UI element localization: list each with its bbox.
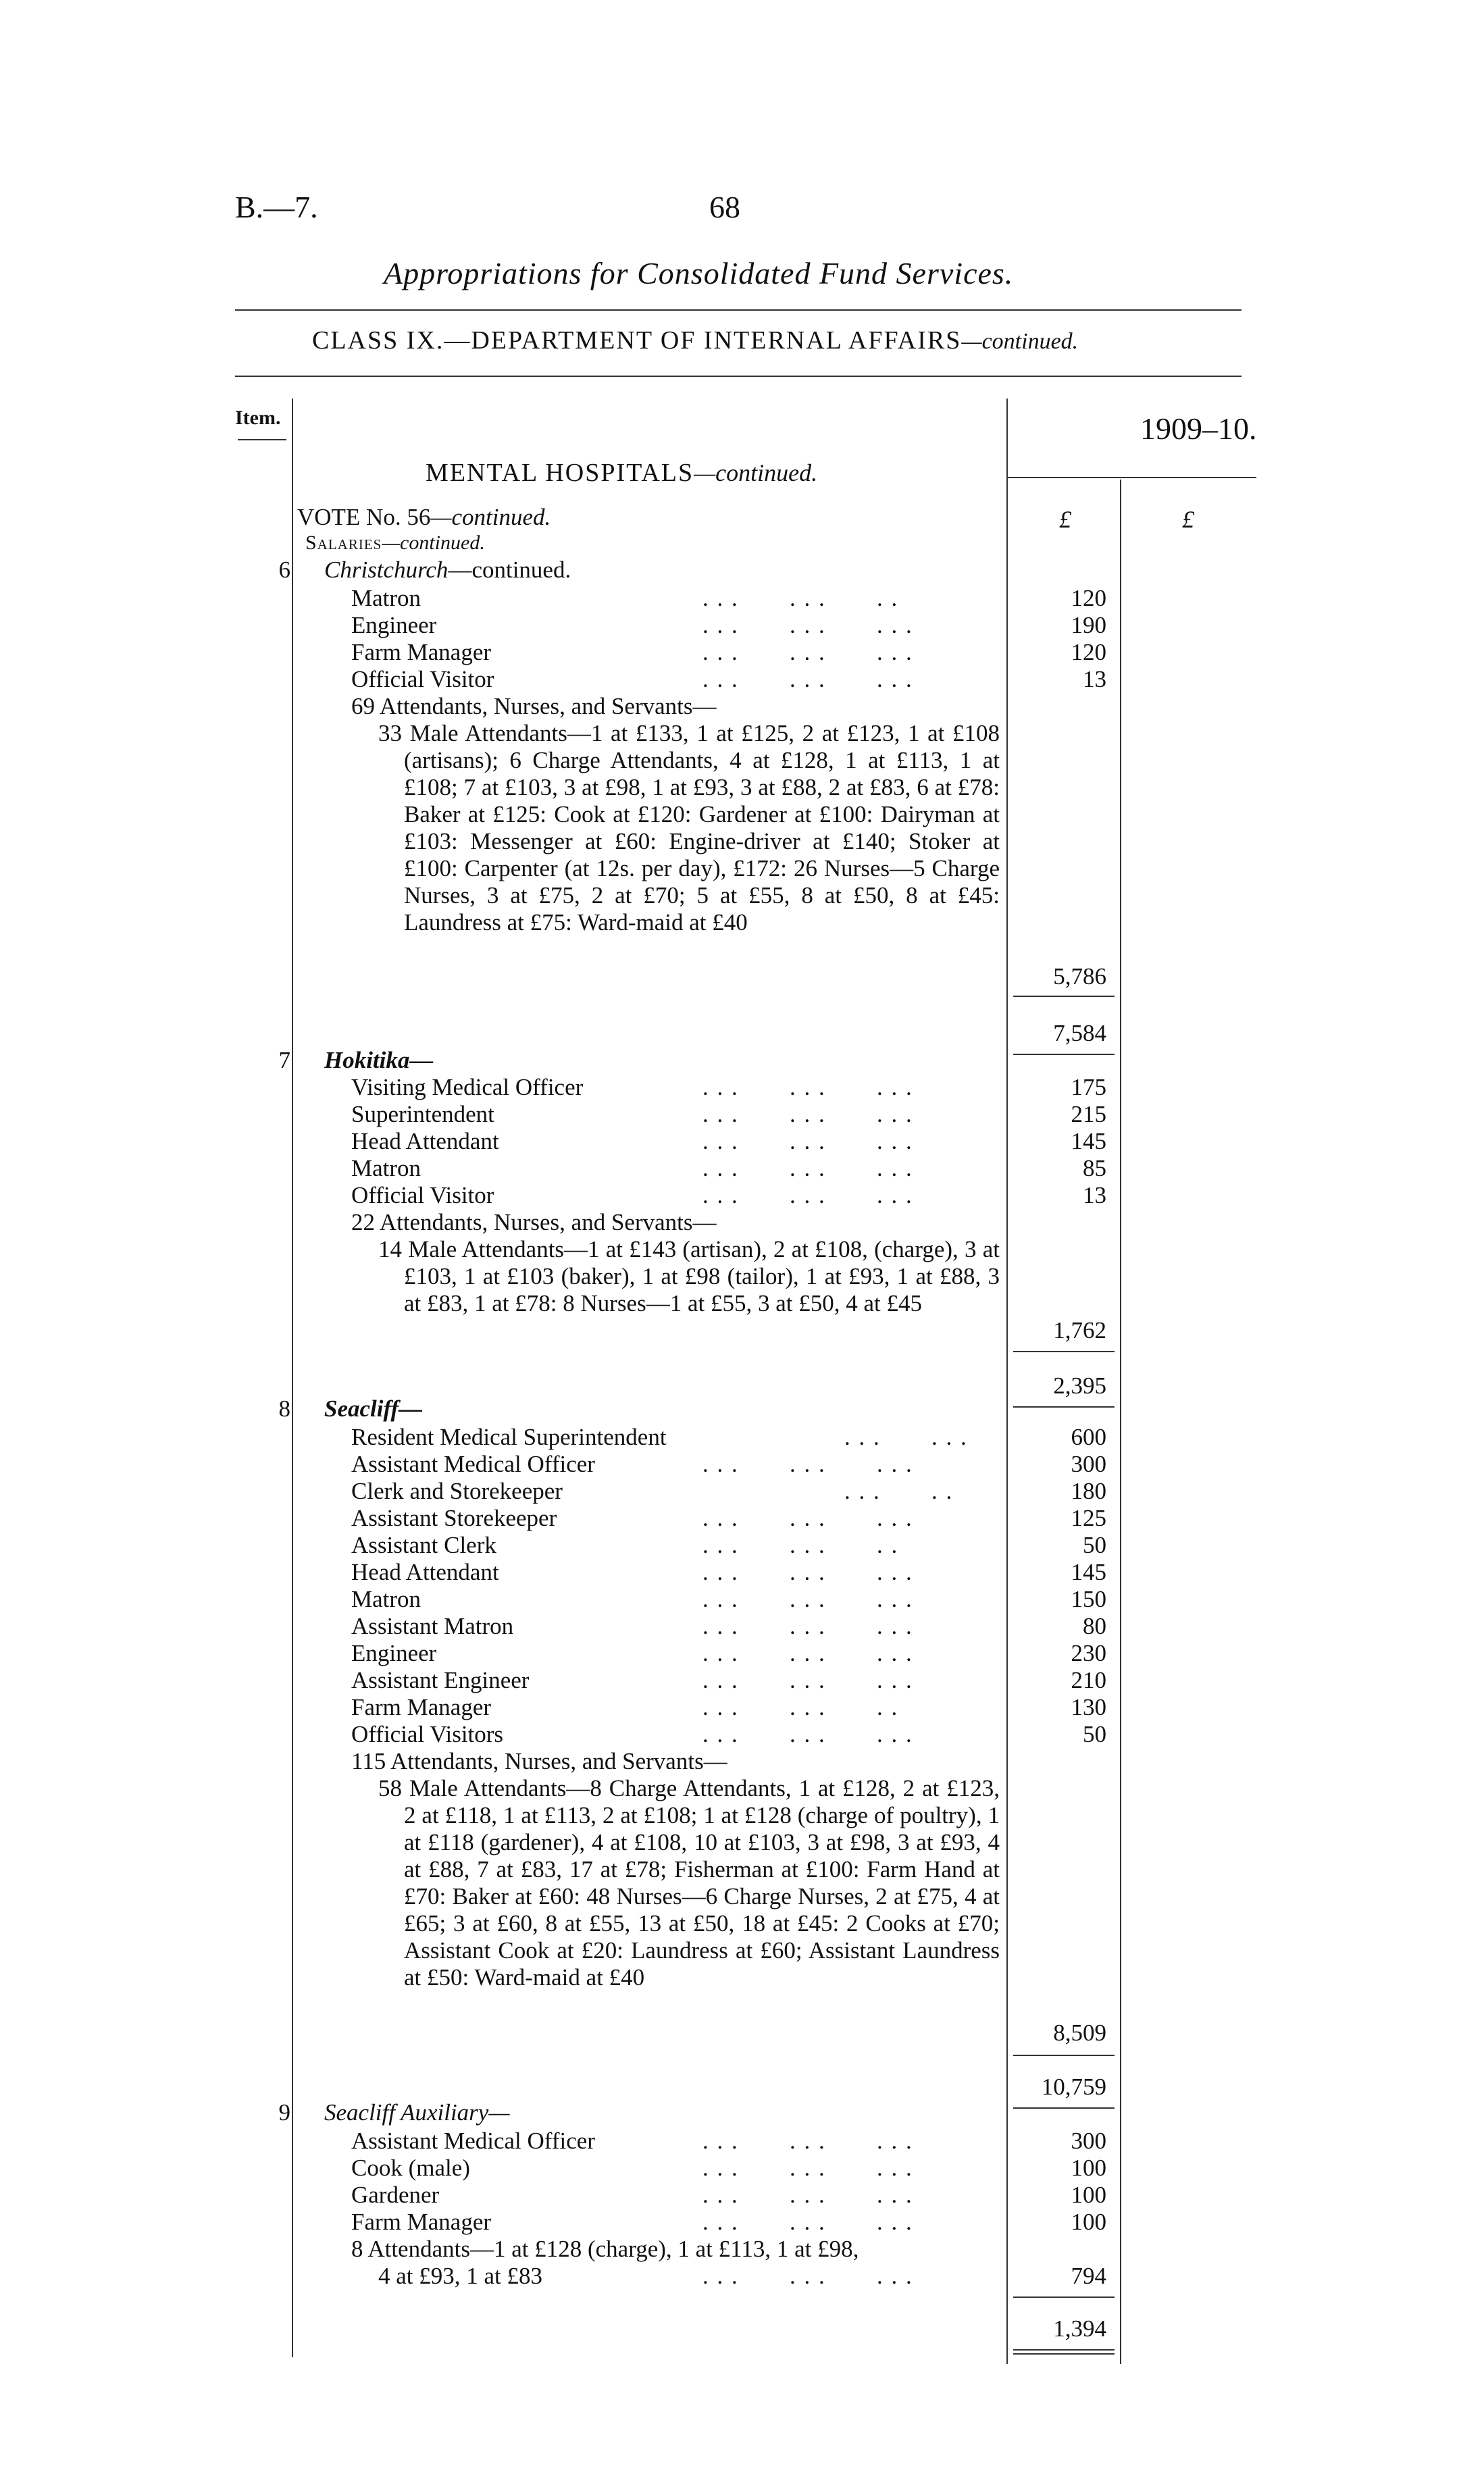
item-number: 6 xyxy=(278,557,290,583)
line-amount: 215 xyxy=(1071,1101,1106,1127)
item-header-rule xyxy=(238,439,286,440)
subtotal-rule xyxy=(1013,1351,1115,1352)
year-column-header: 1909–10. xyxy=(1140,411,1257,446)
total-rule xyxy=(1013,1054,1115,1055)
item-total: 1,394 xyxy=(1053,2315,1106,2342)
leader-dots: . . . . . . . . . xyxy=(702,1182,913,1208)
subtotal-rule xyxy=(1013,2296,1115,2298)
leader-dots: . . . . . . . . . xyxy=(702,2209,913,2235)
page-number: 68 xyxy=(709,190,740,224)
currency-symbol-amount: £ xyxy=(1059,506,1071,533)
leader-dots: . . . . . . . . xyxy=(702,1694,899,1720)
leader-dots: . . . . . . . . . xyxy=(702,639,913,665)
line-amount: 100 xyxy=(1071,2182,1106,2208)
total-rule xyxy=(1013,2349,1115,2351)
line-label: Cook (male) xyxy=(351,2155,470,2181)
line-amount: 120 xyxy=(1071,585,1106,611)
line-amount: 120 xyxy=(1071,639,1106,665)
line-label: Farm Manager xyxy=(351,2209,492,2235)
line-label: Assistant Medical Officer xyxy=(351,2128,595,2154)
group-amount: 5,786 xyxy=(1053,963,1106,990)
group-detail: 33 Male Attendants—1 at £133, 1 at £125, 2 at £123, 1 at £108 (artisans); 6 Charge Attendants, 4 at £128, 1 at £113, 1 at £108; 7 at £103, 3 at £98, 1 at £93, 3 at £88, 2 at £83, 6 at £78: Baker at £125: Cook at £120: Gardener at £100: Dairyman at £103: Messenger at £60: Engine-driver at £140; Stoker at £100: Carpenter (at 12s. per day), £172: 26 Nurses—5 Charge Nurses, 3 at £75, 2 at £70; 5 at £55, 8 at £50, 8 at £45: Laundress at £75: Ward-maid at £40 xyxy=(378,720,1000,935)
item-column-divider xyxy=(292,399,293,2357)
total-rule xyxy=(1013,2107,1115,2109)
leader-dots: . . . . . . . . . xyxy=(702,1505,913,1531)
line-amount: 180 xyxy=(1071,1478,1106,1504)
leader-dots: . . . . . . . . . xyxy=(702,1721,913,1747)
line-label: Assistant Medical Officer xyxy=(351,1451,595,1477)
line-amount: 85 xyxy=(1083,1155,1106,1181)
leader-dots: . . . . . . . . . xyxy=(702,1559,913,1585)
line-label: Clerk and Storekeeper xyxy=(351,1478,563,1504)
item-heading: Christchurch—continued. xyxy=(324,557,571,583)
leader-dots: . . . . . . . . . xyxy=(702,1640,913,1666)
line-amount: 145 xyxy=(1071,1128,1106,1154)
group-amount: 794 xyxy=(1071,2263,1106,2289)
line-amount: 210 xyxy=(1071,1667,1106,1693)
leader-dots: . . . . . . . . . xyxy=(702,1155,913,1181)
line-amount: 125 xyxy=(1071,1505,1106,1531)
line-amount: 13 xyxy=(1083,1182,1106,1208)
line-label: Official Visitor xyxy=(351,1182,494,1208)
line-amount: 50 xyxy=(1083,1532,1106,1558)
salaries-heading: Salaries—continued. xyxy=(305,532,485,554)
group-detail: 4 at £93, 1 at £83 xyxy=(378,2263,543,2289)
line-amount: 145 xyxy=(1071,1559,1106,1585)
item-total: 7,584 xyxy=(1053,1020,1106,1046)
line-label: Matron xyxy=(351,1155,421,1181)
group-detail: 14 Male Attendants—1 at £143 (artisan), 2 at £108, (charge), 3 at £103, 1 at £103 (baker), 1 at £98 (tailor), 1 at £93, 1 at £88, 3 at £83, 1 at £78: 8 Nurses—1 at £55, 3 at £50, 4 at £45 xyxy=(378,1236,1000,1316)
line-amount: 190 xyxy=(1071,612,1106,638)
page-title: Appropriations for Consolidated Fund Services. xyxy=(384,256,1014,290)
item-heading: Seacliff— xyxy=(324,1395,423,1422)
line-amount: 600 xyxy=(1071,1424,1106,1450)
leader-dots: . . . . . . . . . xyxy=(702,2155,913,2181)
line-label: Farm Manager xyxy=(351,639,492,665)
leader-dots: . . . . . . . . . xyxy=(702,1667,913,1693)
total-rule xyxy=(1013,1406,1115,1408)
line-label: Farm Manager xyxy=(351,1694,492,1720)
line-label: Assistant Clerk xyxy=(351,1532,496,1558)
leader-dots: . . . . . xyxy=(844,1478,954,1504)
line-amount: 100 xyxy=(1071,2209,1106,2235)
line-amount: 175 xyxy=(1071,1074,1106,1100)
line-label: Head Attendant xyxy=(351,1559,499,1585)
class-rule xyxy=(235,376,1242,377)
leader-dots: . . . . . . . . . xyxy=(702,2128,913,2154)
line-label: Head Attendant xyxy=(351,1128,499,1154)
line-label: Assistant Engineer xyxy=(351,1667,530,1693)
leader-dots: . . . . . . . . . xyxy=(702,2263,913,2289)
total-column-divider xyxy=(1120,480,1121,2364)
leader-dots: . . . . . . . . . xyxy=(702,612,913,638)
item-heading: Hokitika— xyxy=(324,1047,434,1073)
item-total: 2,395 xyxy=(1053,1372,1106,1399)
leader-dots: . . . . . . . . . xyxy=(702,1128,913,1154)
class-heading: CLASS IX.—DEPARTMENT OF INTERNAL AFFAIRS—continued. xyxy=(312,326,1079,355)
item-number: 9 xyxy=(278,2099,290,2126)
line-amount: 80 xyxy=(1083,1613,1106,1639)
line-amount: 130 xyxy=(1071,1694,1106,1720)
subtotal-rule xyxy=(1013,2055,1115,2056)
leader-dots: . . . . . . . . . xyxy=(702,1074,913,1100)
group-amount: 1,762 xyxy=(1053,1317,1106,1343)
line-label: Superintendent xyxy=(351,1101,494,1127)
item-number: 8 xyxy=(278,1395,290,1422)
group-label: 69 Attendants, Nurses, and Servants— xyxy=(351,693,717,719)
item-heading: Seacliff Auxiliary— xyxy=(324,2099,510,2126)
group-label: 115 Attendants, Nurses, and Servants— xyxy=(351,1748,727,1774)
title-rule xyxy=(235,309,1242,311)
line-label: Engineer xyxy=(351,1640,437,1666)
item-total: 10,759 xyxy=(1041,2074,1106,2100)
line-label: Visiting Medical Officer xyxy=(351,1074,584,1100)
vote-heading: VOTE No. 56—continued. xyxy=(297,504,551,530)
line-amount: 100 xyxy=(1071,2155,1106,2181)
group-label: 22 Attendants, Nurses, and Servants— xyxy=(351,1209,717,1235)
leader-dots: . . . . . . . . xyxy=(702,1532,899,1558)
leader-dots: . . . . . . . . xyxy=(702,585,899,611)
group-detail: 58 Male Attendants—8 Charge Attendants, 1 at £128, 2 at £123, 2 at £118, 1 at £113, 2 at £108; 1 at £128 (charge of poultry), 1 at £118 (gardener), 4 at £108, 10 at £103, 3 at £98, 3 at £93, 4 at £88, 7 at £83, 17 at £78; Fisherman at £100: Farm Hand at £70: Baker at £60: 48 Nurses—6 Charge Nurses, 2 at £75, 4 at £65; 3 at £60, 8 at £55, 13 at £50, 18 at £45: 2 Cooks at £70; Assistant Cook at £20: Laundress at £60; Assistant Laundress at £50: Ward-maid at £40 xyxy=(378,1775,1000,1991)
line-amount: 50 xyxy=(1083,1721,1106,1747)
item-column-header: Item. xyxy=(235,407,281,429)
year-header-rule xyxy=(1006,477,1256,478)
leader-dots: . . . . . . xyxy=(844,1424,968,1450)
section-heading: MENTAL HOSPITALS—continued. xyxy=(426,459,818,487)
leader-dots: . . . . . . . . . xyxy=(702,1613,913,1639)
line-label: Matron xyxy=(351,1586,421,1612)
line-amount: 300 xyxy=(1071,2128,1106,2154)
line-amount: 150 xyxy=(1071,1586,1106,1612)
leader-dots: . . . . . . . . . xyxy=(702,666,913,692)
leader-dots: . . . . . . . . . xyxy=(702,1586,913,1612)
item-number: 7 xyxy=(278,1047,290,1073)
line-label: Official Visitor xyxy=(351,666,494,692)
document-code: B.—7. xyxy=(235,190,318,224)
line-amount: 13 xyxy=(1083,666,1106,692)
leader-dots: . . . . . . . . . xyxy=(702,1101,913,1127)
line-label: Assistant Matron xyxy=(351,1613,514,1639)
line-amount: 230 xyxy=(1071,1640,1106,1666)
line-label: Official Visitors xyxy=(351,1721,504,1747)
leader-dots: . . . . . . . . . xyxy=(702,1451,913,1477)
currency-symbol-total: £ xyxy=(1182,506,1194,533)
group-amount: 8,509 xyxy=(1053,2020,1106,2046)
line-label: Matron xyxy=(351,585,421,611)
line-label: Resident Medical Superintendent xyxy=(351,1424,667,1450)
group-label: 8 Attendants—1 at £128 (charge), 1 at £113, 1 at £98, xyxy=(351,2236,859,2262)
subtotal-rule xyxy=(1013,996,1115,997)
line-label: Assistant Storekeeper xyxy=(351,1505,557,1531)
line-label: Engineer xyxy=(351,612,437,638)
total-double-rule xyxy=(1013,2353,1115,2355)
line-amount: 300 xyxy=(1071,1451,1106,1477)
line-label: Gardener xyxy=(351,2182,440,2208)
leader-dots: . . . . . . . . . xyxy=(702,2182,913,2208)
